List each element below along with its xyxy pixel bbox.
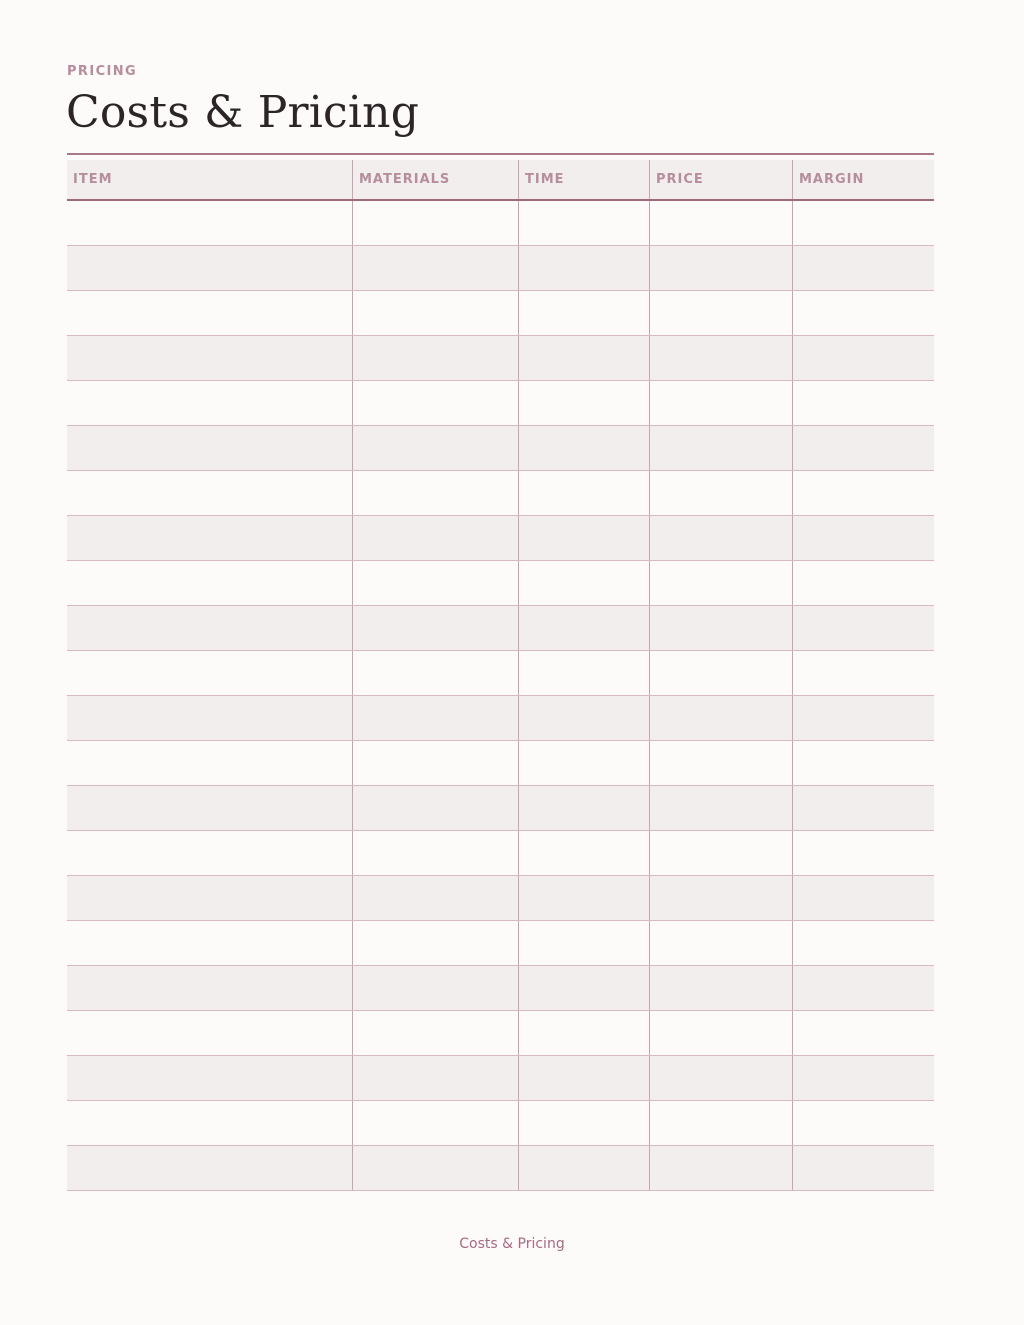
column-header-item: ITEM bbox=[73, 172, 113, 187]
table-cell-margin[interactable] bbox=[792, 1101, 934, 1145]
table-cell-item[interactable] bbox=[67, 561, 352, 605]
table-cell-materials[interactable] bbox=[352, 1011, 518, 1055]
table-cell-time[interactable] bbox=[518, 1101, 649, 1145]
table-cell-time[interactable] bbox=[518, 561, 649, 605]
table-cell-item[interactable] bbox=[67, 291, 352, 335]
table-cell-item[interactable] bbox=[67, 966, 352, 1010]
table-row bbox=[67, 1011, 934, 1056]
table-cell-price[interactable] bbox=[649, 471, 792, 515]
table-cell-item[interactable] bbox=[67, 696, 352, 740]
table-cell-item[interactable] bbox=[67, 741, 352, 785]
table-cell-margin[interactable] bbox=[792, 291, 934, 335]
table-cell-price[interactable] bbox=[649, 876, 792, 920]
table-cell-item[interactable] bbox=[67, 651, 352, 695]
table-cell-item[interactable] bbox=[67, 1146, 352, 1190]
table-cell-item[interactable] bbox=[67, 786, 352, 830]
table-cell-item[interactable] bbox=[67, 606, 352, 650]
table-cell-margin[interactable] bbox=[792, 831, 934, 875]
table-cell-time[interactable] bbox=[518, 921, 649, 965]
table-cell-materials[interactable] bbox=[352, 471, 518, 515]
table-cell-price[interactable] bbox=[649, 966, 792, 1010]
table-cell-price[interactable] bbox=[649, 381, 792, 425]
table-cell-margin[interactable] bbox=[792, 741, 934, 785]
table-cell-price[interactable] bbox=[649, 786, 792, 830]
table-cell-price[interactable] bbox=[649, 336, 792, 380]
table-cell-price[interactable] bbox=[649, 516, 792, 560]
table-cell-item[interactable] bbox=[67, 201, 352, 245]
table-cell-margin[interactable] bbox=[792, 1011, 934, 1055]
pricing-table bbox=[67, 160, 934, 1191]
table-cell-price[interactable] bbox=[649, 426, 792, 470]
table-cell-materials[interactable] bbox=[352, 246, 518, 290]
column-header-price: PRICE bbox=[649, 160, 792, 199]
table-cell-time[interactable] bbox=[518, 336, 649, 380]
table-cell-price[interactable] bbox=[649, 1146, 792, 1190]
table-cell-margin[interactable] bbox=[792, 516, 934, 560]
table-cell-item[interactable] bbox=[67, 246, 352, 290]
table-cell-time[interactable] bbox=[518, 291, 649, 335]
table-cell-time[interactable] bbox=[518, 1011, 649, 1055]
table-cell-time[interactable] bbox=[518, 741, 649, 785]
column-header-materials: MATERIALS bbox=[352, 160, 518, 199]
table-cell-price[interactable] bbox=[649, 246, 792, 290]
table-cell-time[interactable] bbox=[518, 966, 649, 1010]
table-row bbox=[67, 336, 934, 381]
table-row bbox=[67, 831, 934, 876]
table-cell-time[interactable] bbox=[518, 246, 649, 290]
table-cell-time[interactable] bbox=[518, 516, 649, 560]
table-cell-materials[interactable] bbox=[352, 651, 518, 695]
table-cell-margin[interactable] bbox=[792, 336, 934, 380]
table-header-row bbox=[67, 160, 934, 201]
table-cell-price[interactable] bbox=[649, 561, 792, 605]
table-cell-item[interactable] bbox=[67, 1056, 352, 1100]
column-header-margin: MARGIN bbox=[792, 160, 934, 199]
table-cell-margin[interactable] bbox=[792, 876, 934, 920]
section-eyebrow: PRICING bbox=[67, 64, 138, 79]
table-cell-materials[interactable] bbox=[352, 741, 518, 785]
table-cell-materials[interactable] bbox=[352, 516, 518, 560]
table-row bbox=[67, 786, 934, 831]
table-cell-materials[interactable] bbox=[352, 966, 518, 1010]
table-cell-price[interactable] bbox=[649, 831, 792, 875]
table-cell-price[interactable] bbox=[649, 291, 792, 335]
title-divider bbox=[67, 153, 934, 155]
table-cell-materials[interactable] bbox=[352, 381, 518, 425]
table-cell-time[interactable] bbox=[518, 831, 649, 875]
table-cell-materials[interactable] bbox=[352, 426, 518, 470]
table-cell-time[interactable] bbox=[518, 1146, 649, 1190]
table-cell-item[interactable] bbox=[67, 381, 352, 425]
table-cell-item[interactable] bbox=[67, 336, 352, 380]
table-cell-item[interactable] bbox=[67, 876, 352, 920]
table-cell-materials[interactable] bbox=[352, 1146, 518, 1190]
table-cell-materials[interactable] bbox=[352, 291, 518, 335]
table-cell-item[interactable] bbox=[67, 426, 352, 470]
table-cell-materials[interactable] bbox=[352, 336, 518, 380]
table-cell-margin[interactable] bbox=[792, 606, 934, 650]
table-row bbox=[67, 1101, 934, 1146]
table-cell-materials[interactable] bbox=[352, 786, 518, 830]
table-row bbox=[67, 651, 934, 696]
table-cell-materials[interactable] bbox=[352, 696, 518, 740]
table-cell-price[interactable] bbox=[649, 1056, 792, 1100]
column-header-time: TIME bbox=[518, 160, 649, 199]
table-row bbox=[67, 1146, 934, 1191]
table-cell-item[interactable] bbox=[67, 831, 352, 875]
table-cell-price[interactable] bbox=[649, 201, 792, 245]
table-cell-time[interactable] bbox=[518, 1056, 649, 1100]
table-cell-materials[interactable] bbox=[352, 1101, 518, 1145]
table-row bbox=[67, 381, 934, 426]
page-footer: Costs & Pricing bbox=[459, 1236, 565, 1252]
table-cell-time[interactable] bbox=[518, 696, 649, 740]
table-cell-margin[interactable] bbox=[792, 1056, 934, 1100]
table-cell-materials[interactable] bbox=[352, 1056, 518, 1100]
table-cell-price[interactable] bbox=[649, 696, 792, 740]
table-cell-price[interactable] bbox=[649, 606, 792, 650]
page-title: Costs & Pricing bbox=[66, 87, 420, 138]
table-row bbox=[67, 516, 934, 561]
table-cell-materials[interactable] bbox=[352, 876, 518, 920]
table-cell-price[interactable] bbox=[649, 1101, 792, 1145]
table-row bbox=[67, 471, 934, 516]
table-row bbox=[67, 696, 934, 741]
table-row bbox=[67, 291, 934, 336]
table-row bbox=[67, 561, 934, 606]
table-body bbox=[67, 201, 934, 1191]
table-cell-margin[interactable] bbox=[792, 201, 934, 245]
table-cell-margin[interactable] bbox=[792, 381, 934, 425]
table-cell-item[interactable] bbox=[67, 471, 352, 515]
table-cell-materials[interactable] bbox=[352, 606, 518, 650]
table-cell-margin[interactable] bbox=[792, 426, 934, 470]
table-cell-margin[interactable] bbox=[792, 246, 934, 290]
table-cell-time[interactable] bbox=[518, 651, 649, 695]
table-cell-item[interactable] bbox=[67, 516, 352, 560]
table-cell-margin[interactable] bbox=[792, 1146, 934, 1190]
table-row bbox=[67, 201, 934, 246]
table-cell-margin[interactable] bbox=[792, 696, 934, 740]
table-cell-margin[interactable] bbox=[792, 966, 934, 1010]
table-row bbox=[67, 426, 934, 471]
table-row bbox=[67, 966, 934, 1011]
table-cell-time[interactable] bbox=[518, 471, 649, 515]
table-cell-margin[interactable] bbox=[792, 921, 934, 965]
table-cell-materials[interactable] bbox=[352, 831, 518, 875]
table-row bbox=[67, 606, 934, 651]
table-row bbox=[67, 741, 934, 786]
table-cell-margin[interactable] bbox=[792, 651, 934, 695]
table-cell-time[interactable] bbox=[518, 426, 649, 470]
table-cell-materials[interactable] bbox=[352, 921, 518, 965]
table-row bbox=[67, 246, 934, 291]
table-cell-margin[interactable] bbox=[792, 786, 934, 830]
table-cell-time[interactable] bbox=[518, 606, 649, 650]
table-cell-item[interactable] bbox=[67, 1101, 352, 1145]
table-row bbox=[67, 876, 934, 921]
table-cell-price[interactable] bbox=[649, 1011, 792, 1055]
table-cell-time[interactable] bbox=[518, 786, 649, 830]
table-cell-price[interactable] bbox=[649, 741, 792, 785]
table-cell-price[interactable] bbox=[649, 651, 792, 695]
table-cell-price[interactable] bbox=[649, 921, 792, 965]
table-row bbox=[67, 1056, 934, 1101]
table-cell-materials[interactable] bbox=[352, 201, 518, 245]
table-cell-materials[interactable] bbox=[352, 561, 518, 605]
table-cell-time[interactable] bbox=[518, 201, 649, 245]
table-cell-margin[interactable] bbox=[792, 471, 934, 515]
table-cell-item[interactable] bbox=[67, 1011, 352, 1055]
table-row bbox=[67, 921, 934, 966]
table-cell-margin[interactable] bbox=[792, 561, 934, 605]
table-cell-time[interactable] bbox=[518, 381, 649, 425]
table-cell-item[interactable] bbox=[67, 921, 352, 965]
table-cell-time[interactable] bbox=[518, 876, 649, 920]
